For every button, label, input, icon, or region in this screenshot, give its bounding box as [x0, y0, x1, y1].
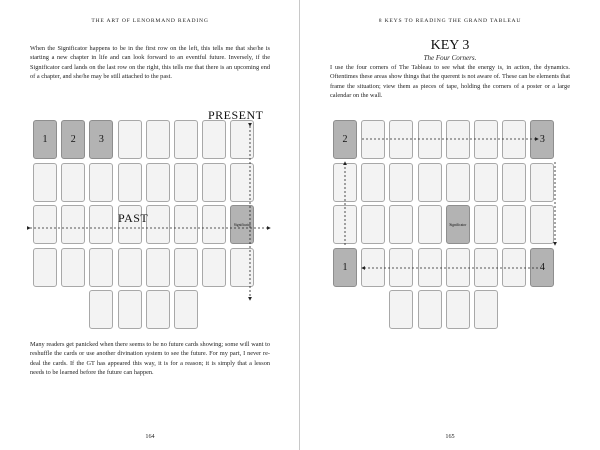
four-corners-diagram — [300, 0, 600, 450]
grid-card — [474, 248, 498, 287]
grid-card — [89, 290, 113, 329]
running-head: THE ART OF LENORMAND READING — [91, 18, 209, 24]
grid-card — [502, 205, 526, 244]
grid-card — [333, 205, 357, 244]
corner-card-4: 4 — [530, 248, 554, 287]
grid-card — [202, 205, 226, 244]
grid-card — [361, 120, 385, 159]
page-number: 164 — [145, 433, 155, 440]
key-title: KEY 3 — [430, 38, 470, 53]
grid-card — [118, 120, 142, 159]
card-3: 3 — [89, 120, 113, 159]
grid-card — [230, 248, 254, 287]
grid-card — [230, 120, 254, 159]
grid-card — [118, 290, 142, 329]
grid-card — [389, 290, 413, 329]
grid-card — [146, 120, 170, 159]
grid-card — [530, 205, 554, 244]
grid-card — [202, 248, 226, 287]
grid-card — [174, 290, 198, 329]
present-label: PRESENT — [208, 108, 264, 122]
grid-card — [361, 205, 385, 244]
grid-card — [333, 163, 357, 202]
grid-card — [202, 163, 226, 202]
grid-card — [33, 205, 57, 244]
grid-card — [389, 120, 413, 159]
grid-card — [61, 205, 85, 244]
intro-paragraph: When the Significator happens to be in the first row on the left, this tells me that she/he is starting a new chapter in life and can look forward to an eventful future. Inversely, if the Significator card lands on the last row on the right, this tells me that there is an upcoming end of a chapter, and she/he may be still attached to the past. — [30, 45, 270, 81]
grid-card — [418, 163, 442, 202]
grid-card — [502, 163, 526, 202]
grid-card — [230, 163, 254, 202]
grid-card — [361, 163, 385, 202]
grid-card — [389, 163, 413, 202]
grid-card — [61, 248, 85, 287]
grid-card — [89, 205, 113, 244]
grid-card — [146, 248, 170, 287]
grid-card — [174, 120, 198, 159]
grid-card — [446, 120, 470, 159]
grid-card — [361, 248, 385, 287]
grid-card — [502, 120, 526, 159]
grid-card — [33, 163, 57, 202]
grid-card — [33, 248, 57, 287]
grid-card — [89, 248, 113, 287]
closing-paragraph: Many readers get panicked when there seems to be no future cards showing; some will want to reshuffle the cards or use another divination system to see the future. For my part, I never re-deal the cards. If the GT has appeared this way, it is for a reason; it is simply that a lesson needs to be learned before the future can happen. — [30, 341, 270, 377]
grid-card — [474, 205, 498, 244]
corner-card-2: 2 — [333, 120, 357, 159]
grid-card — [474, 290, 498, 329]
page-number: 165 — [445, 433, 455, 440]
grid-card — [89, 163, 113, 202]
grid-card — [474, 120, 498, 159]
significator-card: Significator — [230, 205, 254, 244]
past-label: PAST — [118, 211, 149, 225]
corner-card-1: 1 — [333, 248, 357, 287]
right-page — [300, 0, 600, 450]
grid-card — [418, 120, 442, 159]
grid-card — [474, 163, 498, 202]
grid-card — [202, 120, 226, 159]
grid-card — [389, 248, 413, 287]
grid-card — [174, 205, 198, 244]
grid-card — [446, 290, 470, 329]
grid-card — [389, 205, 413, 244]
grid-card — [146, 290, 170, 329]
grid-card — [146, 205, 170, 244]
grid-card — [530, 163, 554, 202]
grid-card — [118, 248, 142, 287]
card-1: 1 — [33, 120, 57, 159]
card-2: 2 — [61, 120, 85, 159]
grid-card — [146, 163, 170, 202]
grid-card — [418, 205, 442, 244]
key-paragraph: I use the four corners of The Tableau to see what the energy is, in action, the dynamics. Oftentimes these areas show things that the querent is not aware of. These can be elements that frame the situation; view them as pieces of tape, holding the corners of a poster or a large calendar on the wall. — [330, 64, 570, 100]
grid-card — [446, 248, 470, 287]
grid-card — [418, 290, 442, 329]
key-subtitle: The Four Corners. — [423, 54, 477, 62]
running-head: 8 KEYS TO READING THE GRAND TABLEAU — [378, 18, 522, 24]
grid-card — [446, 163, 470, 202]
grid-card — [502, 248, 526, 287]
grid-card — [174, 248, 198, 287]
grid-card — [174, 163, 198, 202]
grid-card — [418, 248, 442, 287]
grid-card — [118, 163, 142, 202]
significator-card: Significator — [446, 205, 470, 244]
corner-card-3: 3 — [530, 120, 554, 159]
grid-card — [61, 163, 85, 202]
